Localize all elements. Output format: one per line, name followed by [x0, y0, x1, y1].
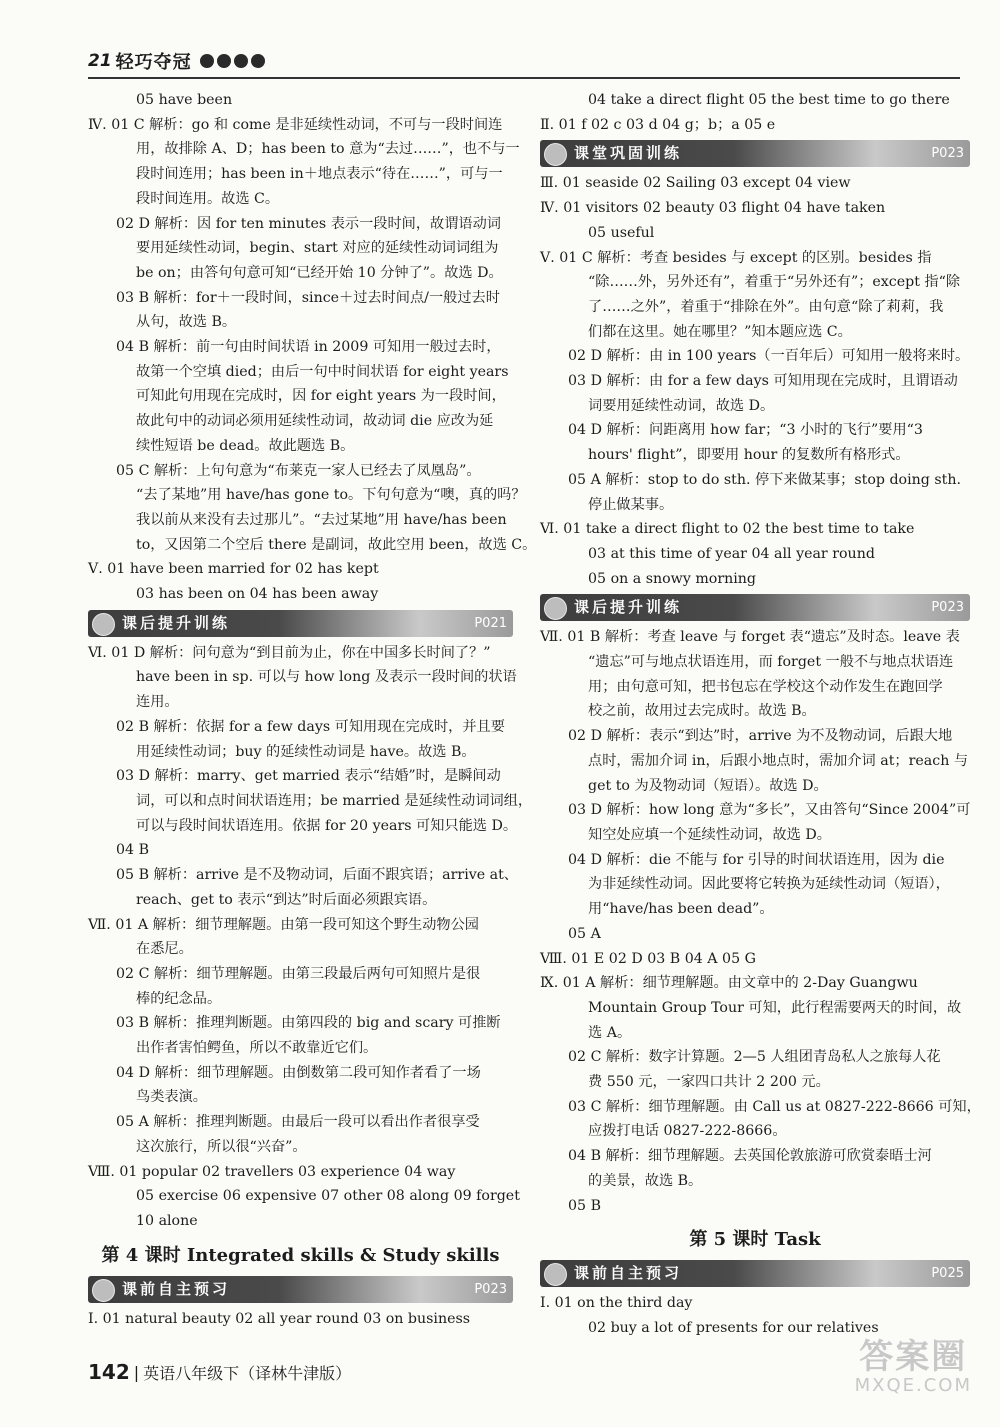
header-logo [88, 48, 265, 74]
answer-line: 段时间连用；has been in＋地点表示“待在……”，可与一 [136, 166, 503, 183]
answer-line: 这次旅行，所以很“兴奋”。 [136, 1138, 307, 1155]
section-banner [88, 1276, 513, 1303]
footer-divider: | [133, 1362, 140, 1382]
answer-line: 02 C 解析：细节理解题。由第三段最后两句可知照片是很 [116, 965, 481, 982]
section-title: 课后提升训练 [122, 613, 231, 632]
answer-line: 05 A 解析：推理判断题。由最后一段可以看出作者很享受 [116, 1114, 480, 1131]
answer-line: 校之前，故用过去完成时。故选 B。 [588, 703, 816, 720]
answer-line: Ⅴ. 01 C 解析：考查 besides 与 except 的区别。besides 指 [540, 249, 932, 266]
answer-line: 用，故排除 A、D；has been to 意为“去过……”，也不与一 [136, 141, 520, 158]
answer-line: 02 C 解析：数字计算题。2—5 人组团青岛私人之旅每人花 [568, 1049, 941, 1066]
answer-line: 要用延续性动词，begin、start 对应的延续性动词词组为 [136, 240, 499, 257]
answer-line: 费 550 元，一家四口共计 2 200 元。 [588, 1074, 830, 1091]
answer-line: 段时间连用。故选 C。 [136, 190, 280, 207]
answer-line: 05 exercise 06 expensive 07 other 08 along 09 forget [136, 1188, 520, 1205]
answer-line: Ⅵ. 01 D 解析：问句意为“到目前为止，你在中国多长时间了？” [88, 644, 491, 661]
watermark [855, 1338, 972, 1396]
answer-line: “除……外，另外还有”，着重于“另外还有”；except 指“除 [588, 274, 961, 291]
answer-line: 02 D 解析：表示“到达”时，arrive 为不及物动词，后跟大地 [568, 728, 953, 745]
answer-line: Ⅷ. 01 E 02 D 03 B 04 A 05 G [540, 950, 756, 967]
section-banner [88, 610, 513, 637]
answer-line: 从句，故选 B。 [136, 314, 237, 331]
answer-line: 们都在这里。她在哪里？”知本题应选 C。 [588, 323, 852, 340]
answer-line: 02 buy a lot of presents for our relatives [588, 1319, 879, 1336]
answer-line: Ⅵ. 01 take a direct flight to 02 the best time to take [540, 521, 915, 538]
answer-line: 的美景，故选 B。 [588, 1172, 703, 1189]
book-title: 英语八年级下（译林牛津版） [143, 1363, 352, 1383]
answer-line: 05 A 解析：stop to do sth. 停下来做某事；stop doing sth. [568, 471, 961, 488]
answer-line: Ⅷ. 01 popular 02 travellers 03 experience 04 way [88, 1163, 456, 1180]
section-page-ref: P025 [931, 1266, 964, 1282]
section-title: 课堂巩固训练 [574, 144, 683, 163]
answer-line: “去了某地”用 have/has gone to。下句句意为“噢，真的吗？ [136, 487, 526, 504]
left-column [88, 88, 537, 1331]
answer-line: 03 D 解析：marry、get married 表示“结婚”时，是瞬间动 [116, 768, 501, 785]
answer-line: 04 D 解析：die 不能与 for 引导的时间状语连用，因为 die [568, 851, 945, 868]
answer-line: reach、get to 表示“到达”时后面必须跟宾语。 [136, 891, 437, 908]
answer-line: 04 B 解析：前一句由时间状语 in 2009 可知用一般过去时， [116, 339, 501, 356]
answer-line: 棒的纪念品。 [136, 990, 222, 1007]
section-page-ref: P023 [931, 600, 964, 616]
answer-line: Ⅳ. 01 C 解析：go 和 come 是非延续性动词，不可与一段时间连 [88, 116, 503, 133]
answer-line: 02 D 解析：由 in 100 years（一百年后）可知用一般将来时。 [568, 348, 970, 365]
answer-line: 03 has been on 04 has been away [136, 586, 379, 603]
answer-line: 03 C 解析：细节理解题。由 Call us at 0827-222-8666 可知， [568, 1098, 981, 1115]
answer-line: have been in sp. 可以与 how long 及表示一段时间的状语 [136, 669, 517, 686]
answer-line: 选 A。 [588, 1024, 632, 1041]
answer-line: 05 on a snowy morning [588, 570, 757, 587]
answer-line: Ⅳ. 01 visitors 02 beauty 03 flight 04 have taken [540, 200, 886, 217]
answer-line: Ⅰ. 01 natural beauty 02 all year round 03 on business [88, 1310, 471, 1327]
answer-line: 用；由句意可知，把书包忘在学校这个动作发生在跑回学 [588, 678, 943, 695]
answer-line: 连用。 [136, 694, 179, 711]
answer-line: 了……之外”，着重于“排除在外”。由句意“除了莉莉，我 [588, 298, 944, 315]
answer-line: 03 D 解析：how long 意为“多长”，又由答句“Since 2004”可 [568, 802, 971, 819]
answer-line: 04 B [116, 842, 149, 859]
answer-line: 02 B 解析：依据 for a few days 可知用现在完成时，并且要 [116, 718, 505, 735]
answer-line: 05 B 解析：arrive 是不及物动词，后面不跟宾语；arrive at、 [116, 867, 518, 884]
answer-line: 03 D 解析：由 for a few days 可知用现在完成时，且谓语动 [568, 373, 958, 390]
answer-line: Ⅶ. 01 B 解析：考查 leave 与 forget 表“遗忘”及时态。leave 表 [540, 629, 960, 646]
page-footer [88, 1360, 351, 1384]
answer-line: 故此句中的动词必须用延续性动词，故动词 die 应改为延 [136, 413, 494, 430]
answer-line: 04 take a direct flight 05 the best time to go there [588, 92, 950, 108]
page-number: 142 [88, 1360, 130, 1384]
answer-line: 知空处应填一个延续性动词，故选 D。 [588, 826, 831, 843]
answer-line: 05 have been [136, 92, 233, 108]
section-badge-icon [92, 613, 115, 636]
section-page-ref: P021 [474, 615, 507, 631]
answer-line: 出作者害怕鳄鱼，所以不敢靠近它们。 [136, 1040, 378, 1057]
section-page-ref: P023 [931, 146, 964, 162]
lesson-heading: 第 4 课时 Integrated skills & Study skills [101, 1244, 500, 1266]
answer-line: 续性短语 be dead。故此题选 B。 [136, 437, 355, 454]
answer-line: 04 D 解析：问距离用 how far；“3 小时的飞行”要用“3 [568, 422, 923, 439]
answer-line: 03 at this time of year 04 all year round [588, 545, 875, 562]
section-title: 课后提升训练 [574, 598, 683, 617]
section-badge-icon [544, 597, 567, 620]
answer-line: 02 D 解析：因 for ten minutes 表示一段时间，故谓语动词 [116, 215, 501, 232]
answer-line: 用延续性动词；buy 的延续性动词是 have。故选 B。 [136, 743, 476, 760]
answer-line: 03 B 解析：for＋一段时间，since＋过去时间点/一般过去时 [116, 289, 500, 306]
answer-line: 我以前从来没有去过那儿”。“去过某地”用 have/has been [136, 511, 507, 528]
answer-line: Ⅲ. 01 seaside 02 Sailing 03 except 04 view [540, 175, 851, 192]
answer-line: 05 C 解析：上句句意为“布莱克一家人已经去了凤凰岛”。 [116, 462, 481, 479]
answer-line: Ⅴ. 01 have been married for 02 has kept [88, 561, 379, 578]
section-title: 课前自主预习 [574, 1264, 683, 1283]
answer-line: Ⅰ. 01 on the third day [540, 1295, 693, 1312]
watermark-top: 答案圈 [859, 1337, 968, 1377]
answer-line: Mountain Group Tour 可知，此行程需要两天的时间，故 [588, 999, 962, 1016]
answer-line: “遗忘”可与地点状语连用，而 forget 一般不与地点状语连 [588, 654, 954, 671]
section-banner [540, 140, 970, 167]
answer-line: 05 B [568, 1197, 601, 1214]
section-banner [540, 594, 970, 621]
answer-line: 04 D 解析：细节理解题。由倒数第二段可知作者看了一场 [116, 1064, 481, 1081]
answer-line: hours' flight”，即要用 hour 的复数所有格形式。 [588, 447, 910, 464]
section-page-ref: P023 [474, 1281, 507, 1297]
answer-line: get to 为及物动词（短语）。故选 D。 [588, 777, 828, 794]
answer-line: 应拨打电话 0827-222-8666。 [588, 1123, 787, 1140]
section-badge-icon [92, 1279, 115, 1302]
answer-line: 可知此句用现在完成时，因 for eight years 为一段时间， [136, 388, 506, 405]
section-badge-icon [544, 143, 567, 166]
answer-line: 词，可以和点时间状语连用；be married 是延续性动词词组， [136, 792, 533, 809]
answer-line: 点时，需加介词 in，后跟小地点时，需加介词 at；reach 与 [588, 752, 969, 769]
brand-dots [200, 54, 265, 68]
answer-line: 05 A [568, 925, 601, 942]
answer-line: Ⅶ. 01 A 解析：细节理解题。由第一段可知这个野生动物公园 [88, 916, 479, 933]
answer-line: be on；由答句句意可知“已经开始 10 分钟了”。故选 D。 [136, 264, 503, 281]
answer-line: 鸟类表演。 [136, 1089, 207, 1106]
brand-name: 轻巧夺冠 [115, 52, 192, 73]
answer-line: 为非延续性动词。因此要将它转换为延续性动词（短语）， [588, 876, 950, 893]
answer-line: 可以与段时间状语连用。依据 for 20 years 可知只能选 D。 [136, 817, 518, 834]
answer-line: 10 alone [136, 1212, 198, 1229]
section-banner [540, 1260, 970, 1287]
answer-line: 停止做某事。 [588, 496, 674, 513]
answer-line: 在悉尼。 [136, 941, 193, 958]
section-badge-icon [544, 1263, 567, 1286]
answer-line: 词要用延续性动词，故选 D。 [588, 397, 775, 414]
lesson-heading: 第 5 课时 Task [689, 1229, 821, 1251]
right-column [540, 88, 981, 1341]
answer-line: Ⅸ. 01 A 解析：细节理解题。由文章中的 2-Day Guangwu [540, 975, 918, 992]
answer-line: 04 B 解析：细节理解题。去英国伦敦旅游可欣赏泰晤士河 [568, 1148, 932, 1165]
watermark-bottom: MXQE.COM [854, 1375, 972, 1396]
answer-line: to，又因第二个空后 there 是副词，故此空用 been，故选 C。 [136, 536, 537, 553]
brand-mark: 21 [88, 51, 112, 71]
answer-line: 用“have/has been dead”。 [588, 901, 774, 918]
header-rule [88, 77, 960, 79]
section-title: 课前自主预习 [122, 1279, 231, 1298]
answer-line: 05 useful [588, 224, 655, 241]
answer-line: 故第一个空填 died；由后一句中时间状语 for eight years [136, 363, 509, 380]
answer-line: 03 B 解析：推理判断题。由第四段的 big and scary 可推断 [116, 1015, 501, 1032]
answer-line: Ⅱ. 01 f 02 c 03 d 04 g；b；a 05 e [540, 116, 776, 133]
